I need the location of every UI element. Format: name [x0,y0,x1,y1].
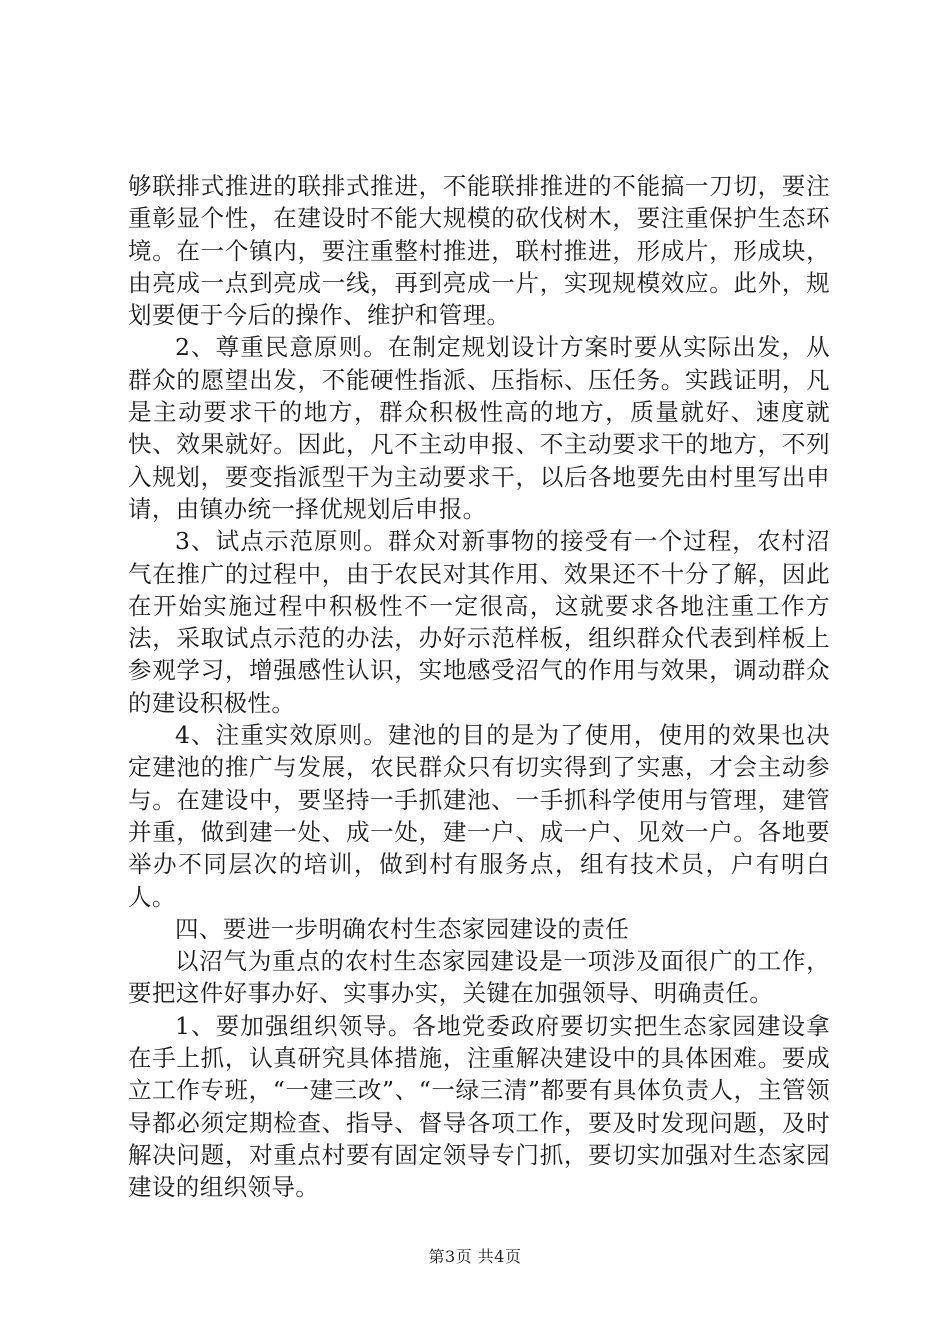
page-footer: 第3页 共4页 [428,1247,522,1266]
paragraph-5: 以沼气为重点的农村生态家园建设是一项涉及面很广的工作，要把这件好事办好、实事办实，关键在加强领导、明确责任。 [128,947,830,1008]
paragraph-6: 1、要加强组织领导。各地党委政府要切实把生态家园建设拿在手上抓，认真研究具体措施，注重解决建设中的具体困难。要成立工作专班，“一建三改”、“一绿三清”都要有具体负责人，主管领导都必须定期检查、指导、督导各项工作，要及时发现问题，及时解决问题，对重点村要有固定领导专门抓，要切实加强对生态家园建设的组织领导。 [128,1011,830,1202]
body-text [128,170,830,1204]
paragraph-4: 4、注重实效原则。建池的目的是为了使用，使用的效果也决定建池的推广与发展，农民群众只有切实得到了实惠，才会主动参与。在建设中，要坚持一手抓建池、一手抓科学使用与管理，建管并重，做到建一处、成一处，建一户、成一户、见效一户。各地要举办不同层次的培训，做到村有服务点，组有技术员，户有明白人。 [128,721,830,911]
paragraph-3: 3、试点示范原则。群众对新事物的接受有一个过程，农村沼气在推广的过程中，由于农民对其作用、效果还不十分了解，因此在开始实施过程中积极性不一定很高，这就要求各地注重工作方法，采取试点示范的办法，办好示范样板，组织群众代表到样板上参观学习，增强感性认识，实地感受沼气的作用与效果，调动群众的建设积极性。 [128,527,830,717]
paragraph-2: 2、尊重民意原则。在制定规划设计方案时要从实际出发，从群众的愿望出发，不能硬性指派、压指标、压任务。实践证明，凡是主动要求干的地方，群众积极性高的地方，质量就好、速度就快、效果就好。因此，凡不主动申报、不主动要求干的地方，不列入规划，要变指派型干为主动要求干，以后各地要先由村里写出申请，由镇办统一择优规划后申报。 [128,333,830,523]
paragraph-1: 够联排式推进的联排式推进，不能联排推进的不能搞一刀切，要注重彰显个性，在建设时不能大规模的砍伐树木，要注重保护生态环境。在一个镇内，要注重整村推进，联村推进，形成片，形成块，由亮成一点到亮成一线，再到亮成一片，实现规模效应。此外，规划要便于今后的操作、维护和管理。 [128,172,830,330]
section-heading: 四、要进一步明确农村生态家园建设的责任 [175,914,630,943]
